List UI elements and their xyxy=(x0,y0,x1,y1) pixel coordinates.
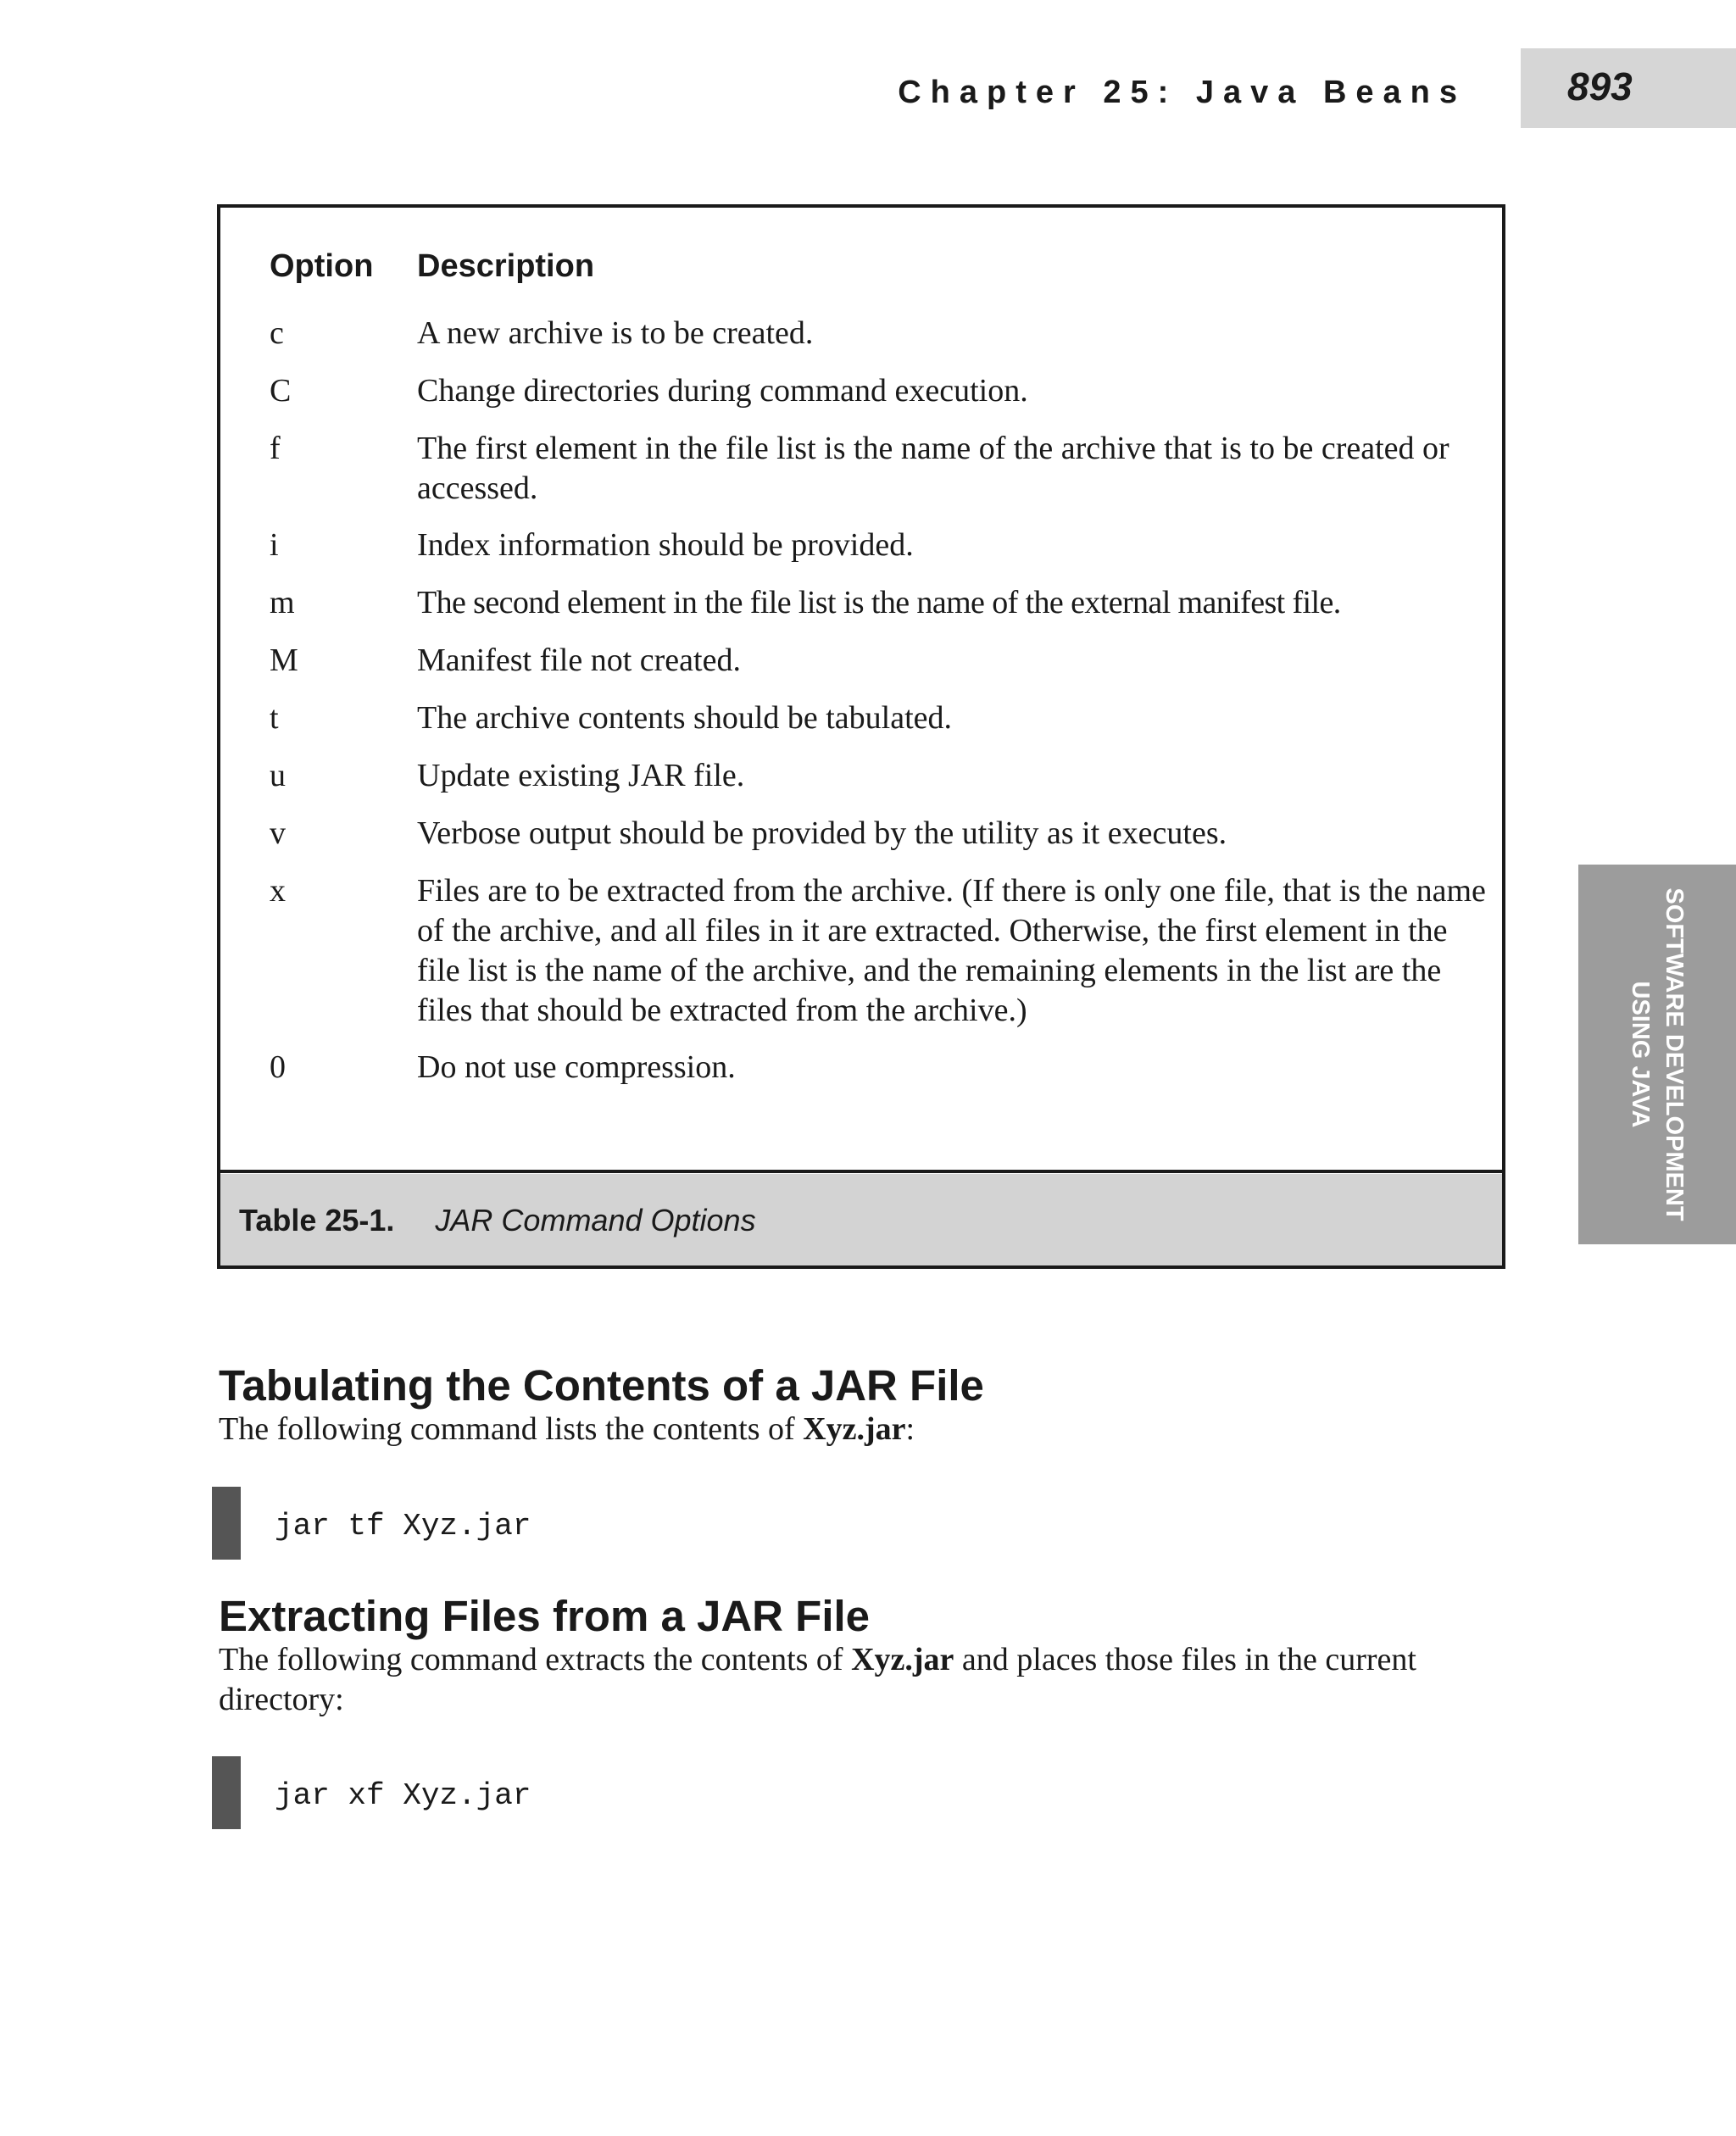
option-cell: f xyxy=(270,431,281,466)
option-cell: i xyxy=(270,527,279,563)
description-cell: Update existing JAR file. xyxy=(417,758,745,793)
page-number-box xyxy=(1521,48,1736,128)
code-block-bar xyxy=(212,1487,241,1560)
section-heading-extracting: Extracting Files from a JAR File xyxy=(219,1592,871,1640)
table-caption-divider xyxy=(220,1170,1502,1173)
option-cell: M xyxy=(270,642,298,678)
paragraph-filename: Xyz.jar xyxy=(851,1642,954,1677)
page-number: 893 xyxy=(1567,64,1633,108)
table-row xyxy=(270,429,1490,509)
table-row xyxy=(270,698,1490,739)
option-cell: x xyxy=(270,873,286,909)
description-cell: Manifest file not created. xyxy=(417,642,741,678)
table-caption-title: JAR Command Options xyxy=(435,1203,756,1238)
code-line: jar tf Xyz.jar xyxy=(275,1509,531,1544)
table-caption-text xyxy=(239,1203,756,1238)
section-paragraph-extracting xyxy=(219,1640,1507,1720)
table-row xyxy=(270,371,1490,412)
code-block-bar xyxy=(212,1756,241,1829)
description-cell: A new archive is to be created. xyxy=(417,315,814,351)
description-cell: The archive contents should be tabulated. xyxy=(417,700,953,736)
option-cell: c xyxy=(270,315,284,351)
table-row xyxy=(270,814,1490,854)
option-cell: C xyxy=(270,373,292,409)
table-header-row xyxy=(270,248,1490,291)
option-cell: u xyxy=(270,758,286,793)
option-cell: t xyxy=(270,700,279,736)
code-line: jar xf Xyz.jar xyxy=(275,1778,531,1813)
options-table xyxy=(217,204,1505,1269)
table-row xyxy=(270,641,1490,681)
table-body xyxy=(270,314,1490,1105)
side-tab-text xyxy=(1623,887,1691,1221)
paragraph-text: : xyxy=(905,1411,915,1447)
paragraph-text: The following command lists the contents of xyxy=(219,1411,804,1447)
option-cell: v xyxy=(270,815,286,851)
table-row xyxy=(270,583,1490,624)
description-cell: The second element in the file list is the name of the external manifest file. xyxy=(417,585,1341,620)
table-row xyxy=(270,314,1490,354)
table-caption-label: Table 25-1. xyxy=(239,1203,395,1238)
paragraph-text: and places those files in the current directory: xyxy=(219,1642,1416,1717)
column-header-option: Option xyxy=(270,248,374,284)
section-paragraph-tabulating xyxy=(219,1410,1507,1449)
paragraph-filename: Xyz.jar xyxy=(803,1411,906,1447)
table-caption xyxy=(220,1174,1502,1265)
side-tab-line-1: SOFTWARE DEVELOPMENT xyxy=(1661,887,1688,1221)
description-cell: Index information should be provided. xyxy=(417,527,914,563)
column-header-description: Description xyxy=(417,248,595,284)
description-cell: Verbose output should be provided by the utility as it executes. xyxy=(417,815,1227,851)
option-cell: 0 xyxy=(270,1049,286,1085)
paragraph-text: The following command extracts the contents of xyxy=(219,1642,852,1677)
table-row xyxy=(270,1048,1490,1088)
table-row xyxy=(270,871,1490,1031)
table-row xyxy=(270,756,1490,797)
option-cell: m xyxy=(270,585,295,620)
running-head: Chapter 25: Java Beans xyxy=(898,75,1466,110)
side-tab-line-2: USING JAVA xyxy=(1627,981,1654,1128)
description-cell: The first element in the file list is the name of the archive that is to be created or accessed. xyxy=(417,431,1449,506)
description-cell: Files are to be extracted from the archive. (If there is only one file, that is the name of the archive, and all files in it are extracted. Otherwise, the first element in the file list is the name of the archive, and the remaining elements in the list are the files that should be extracted from the archive.) xyxy=(417,873,1486,1028)
section-side-tab xyxy=(1578,865,1736,1244)
description-cell: Change directories during command execution. xyxy=(417,373,1028,409)
section-heading-tabulating: Tabulating the Contents of a JAR File xyxy=(219,1361,984,1410)
description-cell: Do not use compression. xyxy=(417,1049,736,1085)
table-row xyxy=(270,526,1490,566)
